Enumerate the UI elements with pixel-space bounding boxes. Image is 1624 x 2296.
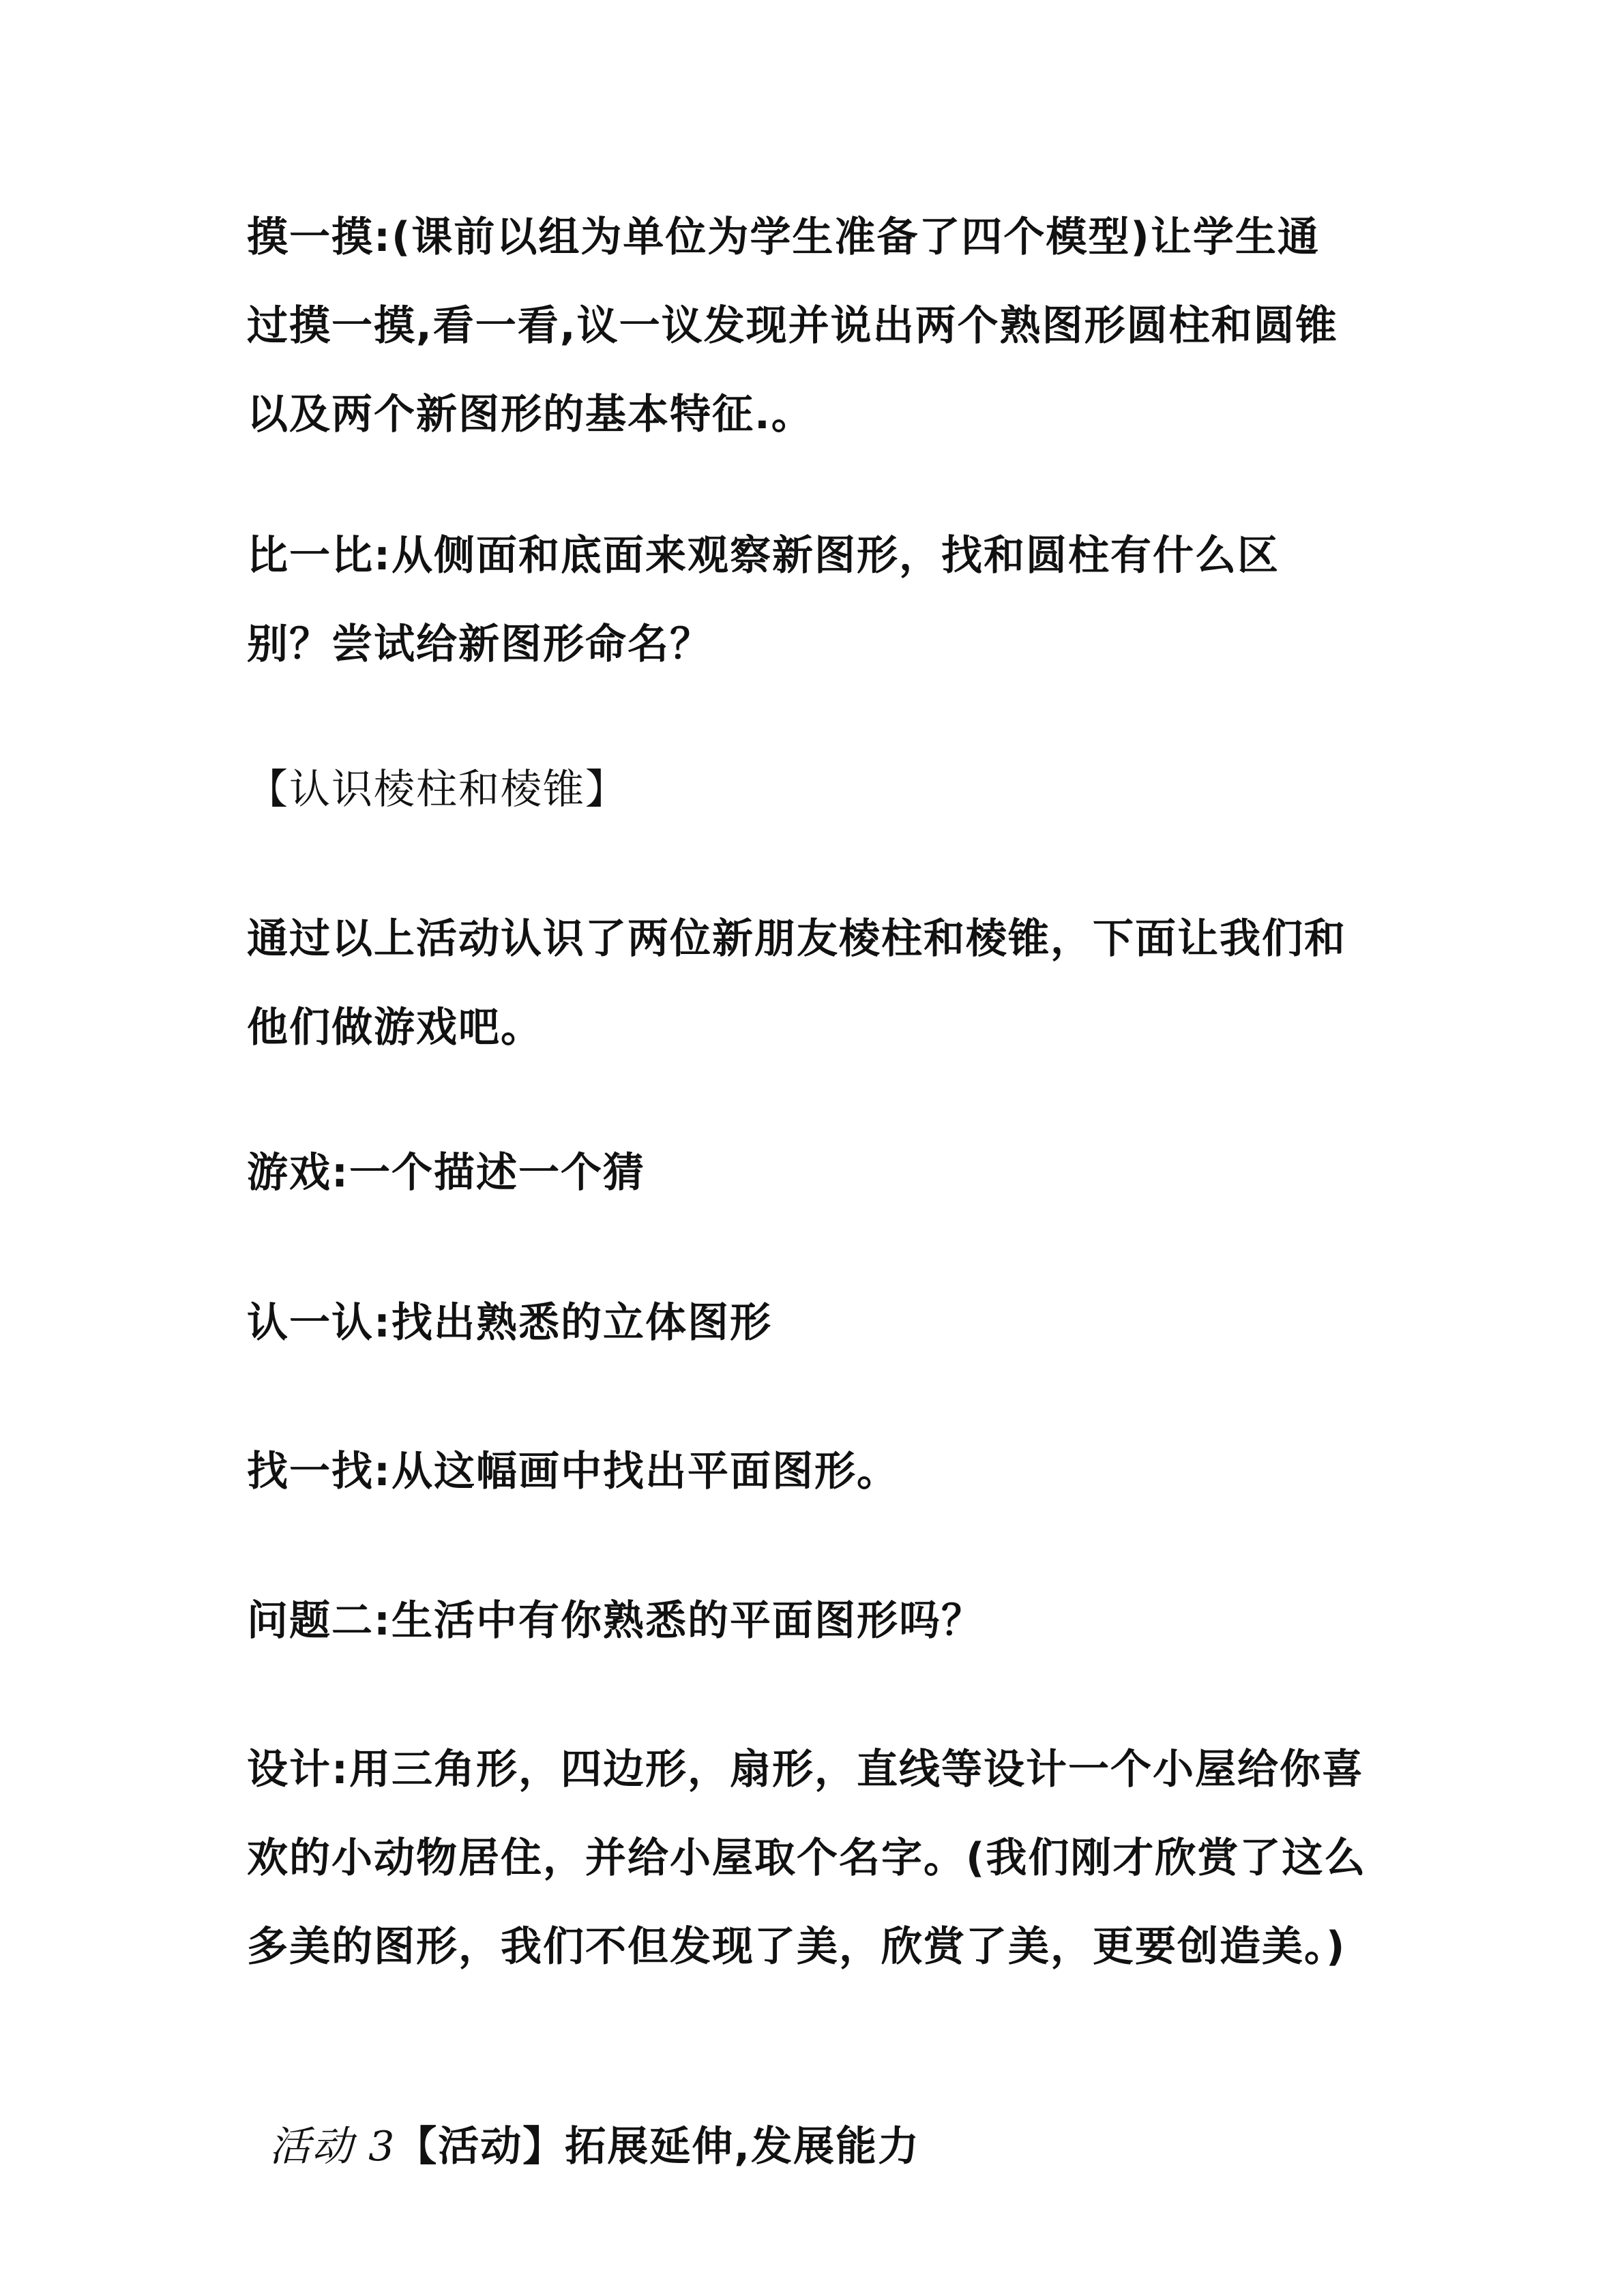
- text-line: 他们做游戏吧。: [247, 1004, 543, 1052]
- text-line: 设计:用三角形，四边形，扇形，直线等设计一个小屋给你喜: [247, 1746, 1364, 1793]
- paragraph-compare: [247, 511, 1393, 689]
- text-line: 摸一摸:(课前以组为单位为学生准备了四个模型)让学生通: [247, 213, 1320, 261]
- text-line: 过摸一摸,看一看,议一议发现并说出两个熟图形圆柱和圆锥: [247, 302, 1338, 350]
- text-line: 【认识棱柱和棱锥】: [247, 766, 628, 814]
- section-heading-prisms: [247, 745, 1393, 834]
- paragraph-recognize: [247, 1279, 1393, 1367]
- text-line: 游戏:一个描述一个猜: [247, 1149, 645, 1197]
- paragraph-new-friends: [247, 895, 1393, 1072]
- paragraph-question-two: [247, 1577, 1393, 1665]
- paragraph-touch: [247, 193, 1393, 459]
- paragraph-find: [247, 1427, 1393, 1516]
- text-line: 通过以上活动认识了两位新朋友棱柱和棱锥，下面让我们和: [247, 915, 1346, 963]
- paragraph-game: [247, 1129, 1393, 1217]
- activity-title: 【活动】拓展延伸,发展能力: [396, 2123, 921, 2171]
- text-line: 欢的小动物居住，并给小屋取个名字。(我们刚才欣赏了这么: [247, 1834, 1367, 1882]
- text-line: 找一找:从这幅画中找出平面图形。: [247, 1448, 899, 1495]
- text-line: 多美的图形，我们不但发现了美，欣赏了美，更要创造美。): [247, 1923, 1346, 1971]
- text-line: 认一认:找出熟悉的立体图形: [247, 1299, 772, 1347]
- activity-three-heading: [269, 2102, 1415, 2191]
- activity-number: 活动 3: [269, 2123, 396, 2171]
- text-line: 以及两个新图形的基本特征.。: [247, 391, 814, 438]
- text-line: 比一比:从侧面和底面来观察新图形，找和圆柱有什么区: [247, 532, 1280, 580]
- text-line: 问题二:生活中有你熟悉的平面图形吗？: [247, 1597, 984, 1645]
- text-line: 别？尝试给新图形命名？: [247, 621, 712, 668]
- paragraph-design: [247, 1725, 1393, 1991]
- text-line: [269, 2102, 1415, 2191]
